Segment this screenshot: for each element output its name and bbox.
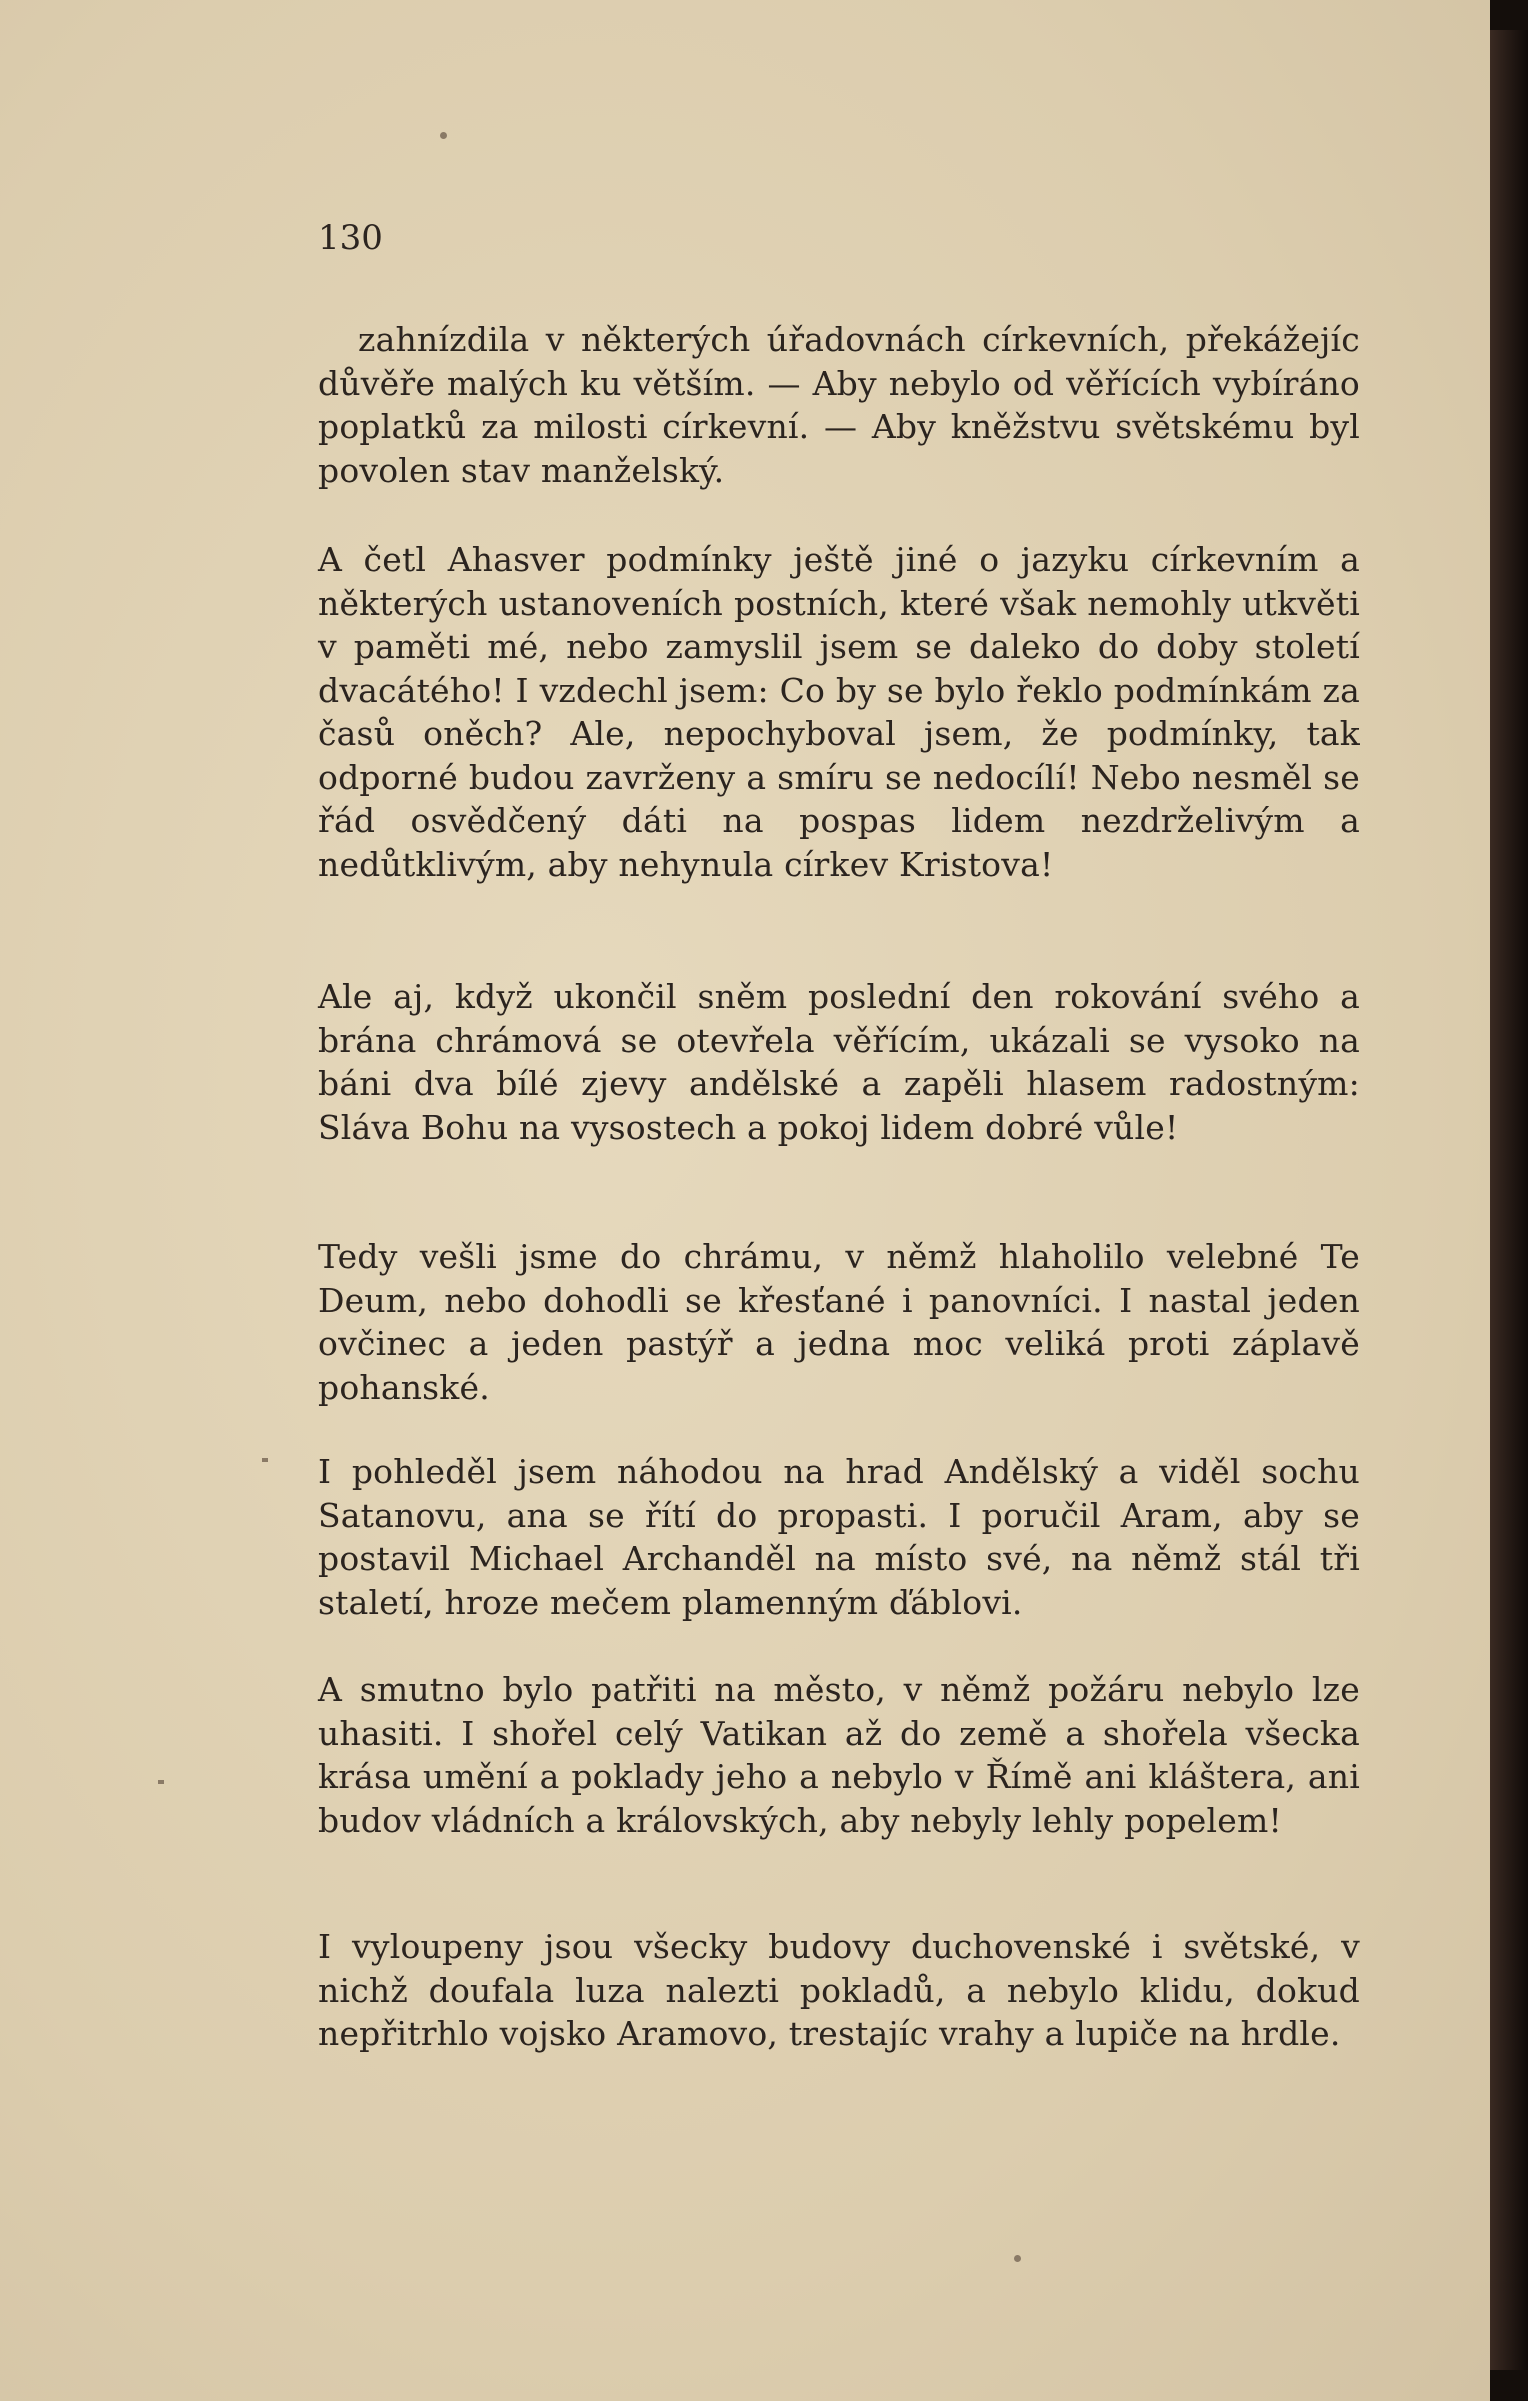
paragraph-1: zahnízdila v některých úřadovnách církevních, překážejíc důvěře malých ku větším. — Aby nebylo od věřících vybíráno poplatků za milosti církevní. — Aby kněžstvu světskému byl povolen stav manželský.	[318, 320, 1360, 490]
paragraph-2: A četl Ahasver podmínky ještě jiné o jazyku církevním a některých ustanoveních postních, které však nemohly utkvěti v paměti mé, nebo zamyslil jsem se daleko do doby století dvacátého! I vzdechl jsem: Co by se bylo řeklo podmínkám za časů oněch? Ale, nepochyboval jsem, že podmínky, tak odporné budou zavrženy a smíru se nedocílí! Nebo nesměl se řád osvědčený dáti na pospas lidem nezdrželivým a nedůtklivým, aby nehynula církev Kristova!	[318, 540, 1360, 884]
page-number: 130	[318, 218, 383, 258]
paragraph-3: Ale aj, když ukončil sněm poslední den rokování svého a brána chrámová se otevřela věřícím, ukázali se vysoko na báni dva bílé zjevy andělské a zapěli hlasem radostným: Sláva Bohu na vysostech a pokoj lidem dobré vůle!	[318, 977, 1360, 1147]
paragraph-6: A smutno bylo patřiti na město, v němž požáru nebylo lze uhasiti. I shořel celý Vatikan až do země a shořela všecka krása umění a poklady jeho a nebylo v Římě ani kláštera, ani budov vládních a královských, aby nebyly lehly popelem!	[318, 1670, 1360, 1840]
paragraph-4: Tedy vešli jsme do chrámu, v němž hlaholilo velebné Te Deum, nebo dohodli se křesťané i panovníci. I nastal jeden ovčinec a jeden pastýř a jedna moc veliká proti záplavě pohanské.	[318, 1237, 1360, 1407]
margin-mark	[262, 1458, 268, 1462]
margin-mark	[158, 1780, 164, 1784]
paragraph-5: I pohleděl jsem náhodou na hrad Andělský a viděl sochu Satanovu, ana se řítí do propasti. I poručil Aram, aby se postavil Michael Archanděl na místo své, na němž stál tři staletí, hroze mečem plamenným ďáblovi.	[318, 1452, 1360, 1622]
binding-shadow	[1490, 30, 1528, 2370]
print-speck	[440, 132, 447, 139]
print-speck	[1014, 2255, 1021, 2262]
paragraph-7: I vyloupeny jsou všecky budovy duchovenské i světské, v nichž doufala luza nalezti pokladů, a nebylo klidu, dokud nepřitrhlo vojsko Aramovo, trestajíc vrahy a lupiče na hrdle.	[318, 1927, 1360, 2053]
